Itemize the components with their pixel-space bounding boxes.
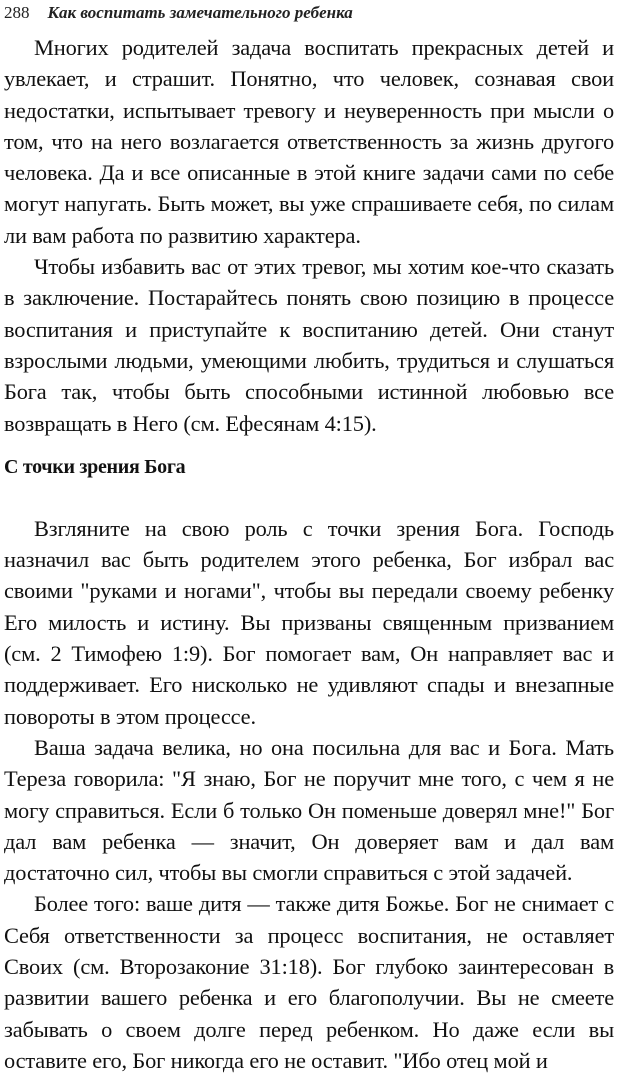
running-head: [4, 2, 614, 32]
section-heading: С точки зрения Бога: [4, 455, 186, 478]
paragraph-god-view-3: Более того: ваше дитя — также дитя Божье. Бог не снимает с Себя ответственности за процесс воспитания, не оставляет Своих (см. Второзаконие 31:18). Бог глубоко заинтересован в развитии вашего ребенка и его благополучии. Вы не смеете забывать о своем долге перед ребенком. Но даже если вы оставите его, Бог никогда его не оставит. "Ибо отец мой и: [4, 891, 614, 1073]
paragraph-god-view-2: Ваша задача велика, но она посильна для вас и Бога. Мать Тереза говорила: "Я знаю, Бог не поручит мне того, с чем я не могу справиться. Если б только Он поменьше доверял мне!" Бог дал вам ребенка — значит, Он доверяет вам и дал вам достаточно сил, чтобы вы смогли справиться с этой задачей.: [4, 734, 614, 886]
page-number: 288: [4, 3, 30, 22]
paragraph-god-view-1: Взгляните на свою роль с точки зрения Бога. Господь назначил вас быть родителем этого ребенка, Бог избрал вас своими "руками и ногами", чтобы вы передали своему ребенку Его милость и истину. Вы призваны священным призванием (см. 2 Тимофею 1:9). Бог помогает вам, Он направляет вас и поддерживает. Его нисколько не удивляют спады и внезапные повороты в этом процессе.: [4, 515, 614, 729]
paragraph-intro-2: Чтобы избавить вас от этих тревог, мы хотим кое-что сказать в заключение. Постарайтесь понять свою позицию в процессе воспитания и приступайте к воспитанию детей. Они станут взрослыми людьми, умеющими любить, трудиться и слушаться Бога так, чтобы быть способными истинной любовью все возвращать в Него (см. Ефесянам 4:15).: [4, 254, 614, 436]
paragraph-intro-1: Многих родителей задача воспитать прекрасных детей и увлекает, и страшит. Понятно, что человек, сознавая свои недостатки, испытывает тревогу и неуверенность при мысли о том, что на него возлагается ответственность за жизнь другого человека. Да и все описанные в этой книге задачи сами по себе могут напугать. Быть может, вы уже спрашиваете себя, по силам ли вам работа по развитию характера.: [4, 35, 614, 248]
book-title: Как воспитать замечательного ребенка: [47, 3, 353, 22]
